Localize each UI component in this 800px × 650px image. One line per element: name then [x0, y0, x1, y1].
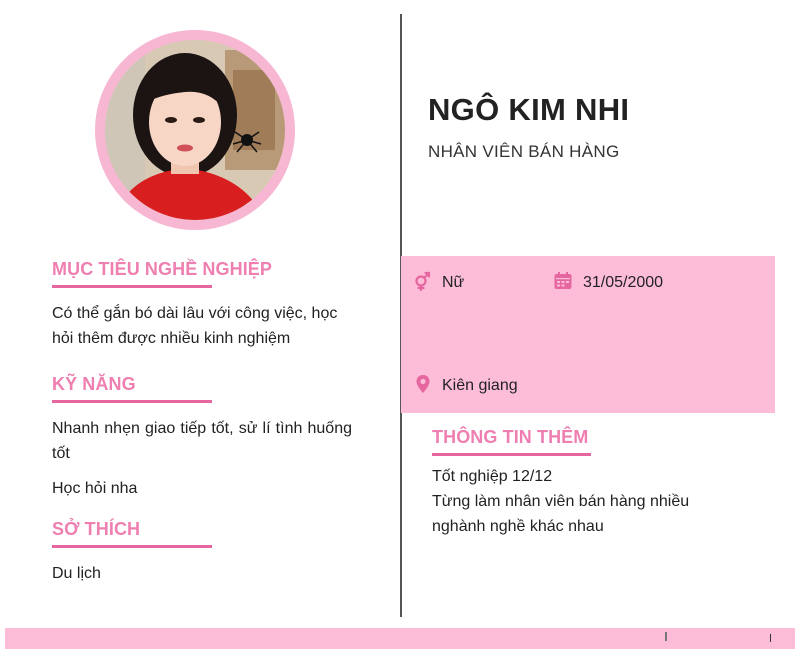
- avatar: [105, 40, 285, 220]
- footer-mark: [665, 632, 667, 641]
- gender-icon: [413, 271, 433, 291]
- extra-info-line: Từng làm nhân viên bán hàng nhiều nghành nghề khác nhau: [432, 493, 690, 535]
- extra-info-title: THÔNG TIN THÊM: [432, 427, 589, 447]
- job-title: NHÂN VIÊN BÁN HÀNG: [428, 142, 620, 161]
- career-goal-section: [52, 259, 272, 288]
- gender-value: Nữ: [442, 274, 465, 291]
- calendar-icon: [553, 271, 573, 291]
- profile-photo: [105, 40, 285, 220]
- skills-underline: [52, 400, 212, 403]
- skills-section: [52, 374, 212, 403]
- career-goal-text: Có thể gắn bó dài lâu với công việc, học hỏi thêm được nhiều kinh nghiệm: [52, 305, 338, 347]
- skill-item: Nhanh nhẹn giao tiếp tốt, sử lí tình huống tốt: [52, 420, 352, 462]
- person-name: NGÔ KIM NHI: [428, 92, 630, 127]
- extra-info-underline: [432, 453, 591, 456]
- hobbies-underline: [52, 545, 212, 548]
- extra-info-line: Tốt nghiệp 12/12: [432, 468, 553, 485]
- address-value: Kiên giang: [442, 377, 518, 394]
- skill-item: Học hỏi nha: [52, 480, 138, 497]
- extra-info-section: [432, 427, 591, 456]
- footer-mark: [770, 634, 771, 642]
- skills-title: KỸ NĂNG: [52, 374, 136, 394]
- footer-bar: [5, 628, 795, 649]
- location-pin-icon: [413, 374, 433, 394]
- hobbies-section: [52, 519, 212, 548]
- birthday-value: 31/05/2000: [583, 274, 664, 291]
- hobby-item: Du lịch: [52, 565, 101, 582]
- career-goal-title: MỤC TIÊU NGHỀ NGHIỆP: [52, 259, 273, 279]
- hobbies-title: SỞ THÍCH: [52, 519, 141, 539]
- career-goal-underline: [52, 285, 212, 288]
